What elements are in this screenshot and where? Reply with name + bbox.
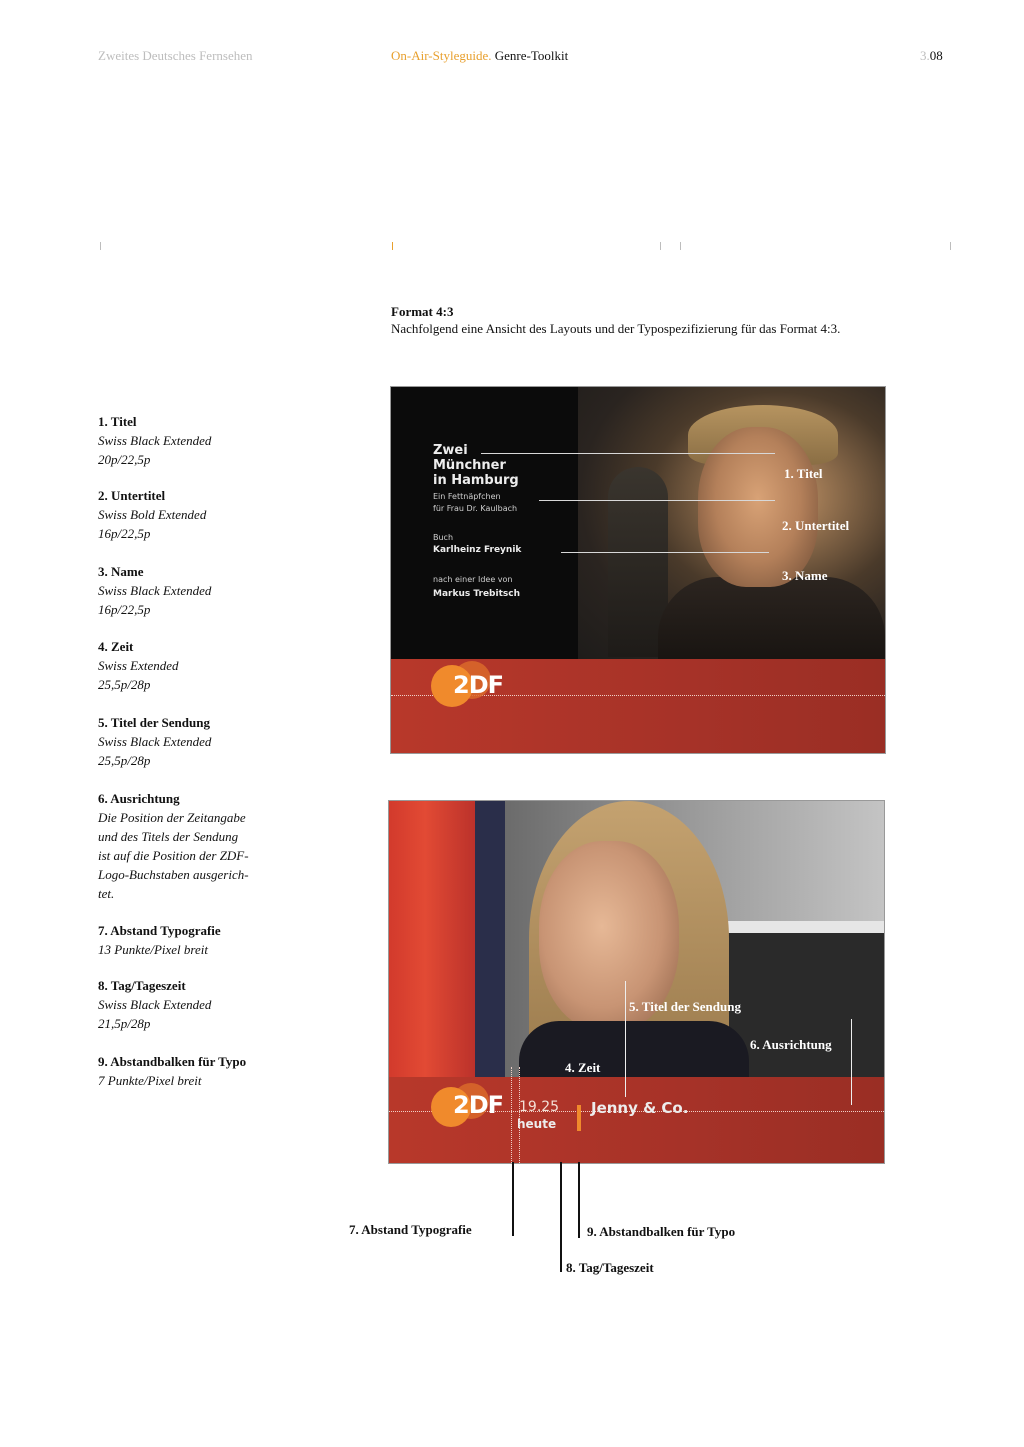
spec-line: 25,5p/28p <box>98 753 151 768</box>
spec-titel-der-sendung <box>98 713 268 770</box>
zdf-logo: 2DF <box>453 1091 504 1119</box>
spec-line: 25,5p/28p <box>98 677 151 692</box>
annotation-line-abstandbalken <box>578 1162 580 1238</box>
credit-subtitle-line: Ein Fettnäpfchen <box>433 492 501 501</box>
credit-title-line: in Hamburg <box>433 473 519 488</box>
program-title: Jenny & Co. <box>591 1099 689 1117</box>
spec-line: Logo-Buchstaben ausgerich- <box>98 867 249 882</box>
page-number <box>920 48 943 64</box>
spec-abstand-typografie <box>98 921 268 959</box>
spec-title: 3. Name <box>98 564 144 579</box>
spec-untertitel <box>98 486 268 543</box>
spec-title: 1. Titel <box>98 414 137 429</box>
spec-title: 8. Tag/Tageszeit <box>98 978 186 993</box>
guide-line-vertical <box>519 1067 520 1163</box>
spec-line: Swiss Black Extended <box>98 583 212 598</box>
label-untertitel: 2. Untertitel <box>782 518 850 533</box>
spec-line: Swiss Black Extended <box>98 734 212 749</box>
spec-title: 5. Titel der Sendung <box>98 715 210 730</box>
spec-abstandbalken <box>98 1052 268 1090</box>
spec-tag-tageszeit <box>98 976 268 1033</box>
header-org: Zweites Deutsches Fernsehen <box>98 48 253 63</box>
spec-title: 6. Ausrichtung <box>98 791 180 806</box>
header-title-rest: Genre-Toolkit <box>491 48 569 63</box>
actor-face <box>698 427 818 587</box>
column-tick <box>100 242 101 250</box>
leader-line-untertitel <box>539 500 775 501</box>
spec-line: 7 Punkte/Pixel breit <box>98 1073 202 1088</box>
zdf-band <box>391 659 885 753</box>
tv-frame-announcement <box>388 800 885 1164</box>
program-time: 19.25 <box>519 1099 560 1115</box>
annotation-line-abstand <box>512 1162 514 1236</box>
credit-buch-name: Karlheinz Freynik <box>433 545 522 555</box>
page-number-prefix: 3. <box>920 48 930 63</box>
spec-line: Swiss Black Extended <box>98 433 212 448</box>
spec-titel <box>98 412 268 469</box>
red-panel <box>389 801 479 1077</box>
credit-subtitle-line: für Frau Dr. Kaulbach <box>433 504 518 513</box>
annotation-abstandbalken: 9. Abstandbalken für Typo <box>587 1224 736 1239</box>
label-titel-der-sendung: 5. Titel der Sendung <box>629 999 741 1014</box>
leader-line-titel-sendung <box>625 981 626 1097</box>
column-tick <box>660 242 661 250</box>
annotation-line-tag <box>560 1162 562 1272</box>
annotation-tag: 8. Tag/Tageszeit <box>566 1260 654 1275</box>
spec-title: 9. Abstandbalken für Typo <box>98 1054 247 1069</box>
credit-idee-name: Markus Trebitsch <box>433 589 520 599</box>
spec-title: 2. Untertitel <box>98 488 166 503</box>
spec-ausrichtung <box>98 789 268 903</box>
spec-line: 21,5p/28p <box>98 1016 151 1031</box>
spec-line: Swiss Bold Extended <box>98 507 207 522</box>
spec-line: Swiss Extended <box>98 658 179 673</box>
program-day: heute <box>517 1117 557 1131</box>
label-name: 3. Name <box>782 568 828 583</box>
column-tick <box>950 242 951 250</box>
header-title-accent: On-Air-Styleguide. <box>391 48 492 63</box>
column-tick-accent <box>392 242 393 250</box>
label-titel: 1. Titel <box>784 466 823 481</box>
navy-panel <box>475 801 505 1077</box>
zdf-band <box>389 1077 884 1163</box>
page-number-value: 08 <box>929 48 943 63</box>
intro-title: Format 4:3 <box>391 304 454 319</box>
annotation-abstand: 7. Abstand Typografie <box>349 1222 472 1237</box>
spec-line: ist auf die Position der ZDF- <box>98 848 249 863</box>
spec-name <box>98 562 268 619</box>
tv-frame-credits <box>390 386 886 754</box>
zdf-logo: 2DF <box>453 671 504 699</box>
guide-line-vertical <box>511 1067 512 1163</box>
spec-line: 16p/22,5p <box>98 526 151 541</box>
actress-jacket <box>519 1021 749 1081</box>
spec-line: Swiss Black Extended <box>98 997 212 1012</box>
spec-line: und des Titels der Sendung <box>98 829 239 844</box>
credit-title-line: Zwei <box>433 443 468 458</box>
spec-line: Die Position der Zeitangabe <box>98 810 246 825</box>
spacer-bar <box>577 1105 581 1131</box>
credit-title-line: Münchner <box>433 458 506 473</box>
intro-text: Nachfolgend eine Ansicht des Layouts und der Typospezifizierung für das Format 4:3. <box>391 321 841 336</box>
spec-line: tet. <box>98 886 115 901</box>
label-ausrichtung: 6. Ausrichtung <box>750 1037 832 1052</box>
credit-buch-label: Buch <box>433 533 454 542</box>
label-zeit: 4. Zeit <box>565 1060 601 1075</box>
leader-line-name <box>561 552 769 553</box>
actor-coat <box>658 577 885 667</box>
leader-line-ausrichtung <box>851 1019 852 1105</box>
leader-line-titel <box>481 453 775 454</box>
spec-line: 16p/22,5p <box>98 602 151 617</box>
header-title <box>391 48 568 64</box>
credit-idee-label: nach einer Idee von <box>433 575 513 584</box>
column-tick <box>680 242 681 250</box>
spec-line: 13 Punkte/Pixel breit <box>98 942 208 957</box>
spec-title: 4. Zeit <box>98 639 134 654</box>
spec-zeit <box>98 637 268 694</box>
spec-title: 7. Abstand Typografie <box>98 923 221 938</box>
spec-line: 20p/22,5p <box>98 452 151 467</box>
